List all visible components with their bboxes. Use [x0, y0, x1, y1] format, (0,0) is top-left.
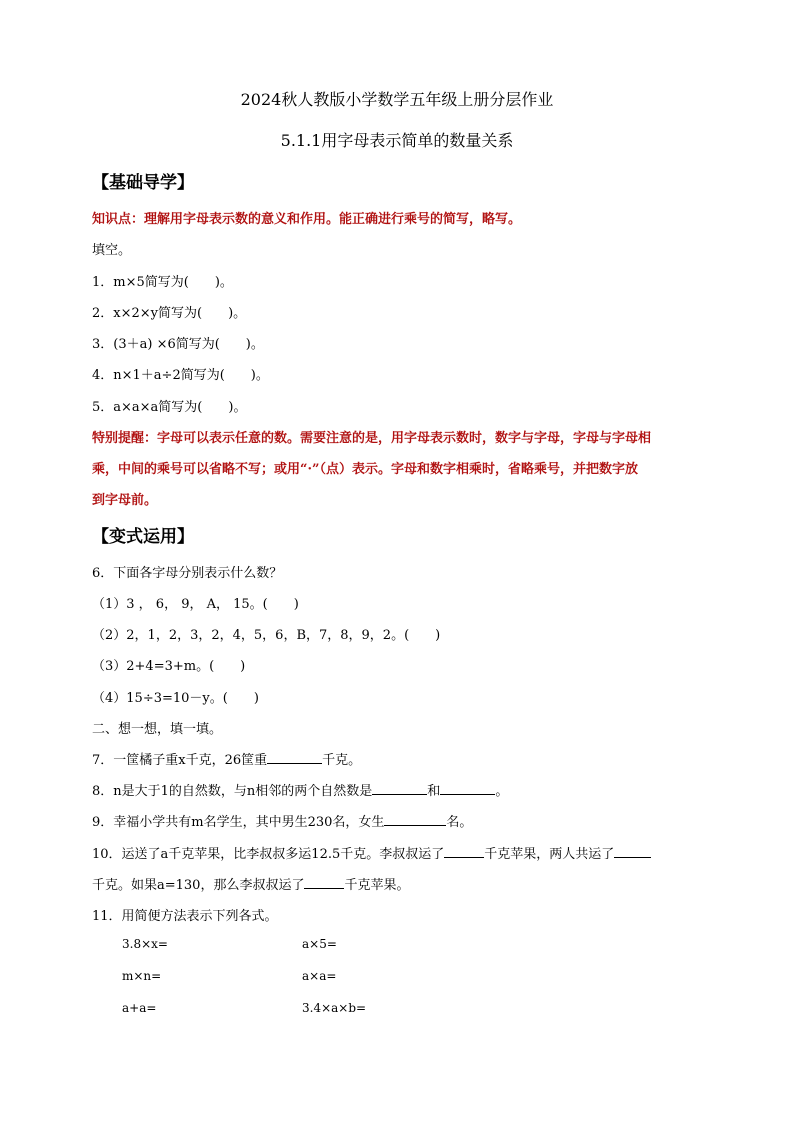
- question-9: [92, 811, 472, 830]
- question-6-2: （2）2，1，2，3，2，4，5，6，B，7，8，9，2。( ): [92, 628, 441, 643]
- answer-blank[interactable]: [384, 813, 446, 826]
- question-5: 5．a×a×a简写为( )。: [92, 400, 247, 415]
- question-10-line-2: [92, 874, 409, 893]
- question-2: 2．x×2×y简写为( )。: [92, 306, 247, 321]
- question-10-text-d: 千克苹果。: [344, 878, 410, 893]
- page-subtitle: 5.1.1用字母表示简单的数量关系: [280, 131, 514, 150]
- question-10-text-c: 千克。如果a=130，那么李叔叔运了: [92, 878, 305, 893]
- question-7-unit: 千克。: [322, 753, 362, 768]
- question-9-unit: 名。: [446, 815, 473, 830]
- question-10-line-1: [92, 843, 651, 862]
- question-6: 6．下面各字母分别表示什么数？: [92, 566, 283, 581]
- question-3: 3．(3＋a) ×6简写为( )。: [92, 337, 264, 352]
- section-heading-basic: 【基础导学】: [92, 173, 194, 193]
- expression: m×n=: [122, 969, 162, 983]
- question-4: 4．n×1＋a÷2简写为( )。: [92, 368, 269, 383]
- expression: a+a=: [122, 1001, 157, 1015]
- question-6-3: （3）2+4=3+m。( ): [92, 659, 246, 674]
- part-two-heading: 二、想一想，填一填。: [92, 722, 223, 737]
- answer-blank[interactable]: [614, 845, 651, 858]
- page-title: 2024秋人教版小学数学五年级上册分层作业: [240, 90, 554, 109]
- expression: a×a=: [302, 969, 337, 983]
- question-7: [92, 749, 361, 768]
- question-7-text: 7．一筐橘子重x千克，26筐重: [92, 753, 268, 768]
- answer-blank[interactable]: [267, 751, 322, 764]
- question-8-text: 8．n是大于1的自然数，与n相邻的两个自然数是: [92, 784, 373, 799]
- question-10-text-a: 10．运送了a千克苹果，比李叔叔多运12.5千克。李叔叔运了: [92, 847, 445, 862]
- question-8-and: 和: [427, 784, 441, 799]
- question-10-text-b: 千克苹果，两人共运了: [484, 847, 615, 862]
- fill-label: 填空。: [92, 243, 132, 258]
- answer-blank[interactable]: [304, 876, 344, 889]
- answer-blank[interactable]: [372, 782, 427, 795]
- answer-blank[interactable]: [444, 845, 484, 858]
- question-9-text: 9．幸福小学共有m名学生，其中男生230名，女生: [92, 815, 385, 830]
- question-8: [92, 780, 508, 799]
- question-6-4: （4）15÷3=10－y。( ): [92, 691, 259, 706]
- question-1: 1．m×5简写为( )。: [92, 275, 233, 290]
- expression: 3.4×a×b=: [302, 1001, 367, 1015]
- answer-blank[interactable]: [440, 782, 495, 795]
- tip-line-3: 到字母前。: [92, 493, 158, 508]
- section-heading-variant: 【变式运用】: [92, 527, 194, 547]
- question-11: 11．用简便方法表示下列各式。: [92, 909, 278, 924]
- expression: a×5=: [302, 937, 337, 951]
- question-6-1: （1）3 ， 6， 9， A， 15。( ): [92, 597, 299, 612]
- tip-line-2: 乘，中间的乘号可以省略不写；或用“·”（点）表示。字母和数字相乘时，省略乘号，并把数字放: [92, 462, 638, 477]
- knowledge-point: 知识点：理解用字母表示数的意义和作用。能正确进行乘号的简写，略写。: [92, 212, 522, 227]
- tip-line-1: 特别提醒：字母可以表示任意的数。需要注意的是，用字母表示数时，数字与字母，字母与字母相: [92, 431, 652, 446]
- expression: 3.8×x=: [122, 937, 168, 951]
- question-8-end: 。: [495, 784, 509, 799]
